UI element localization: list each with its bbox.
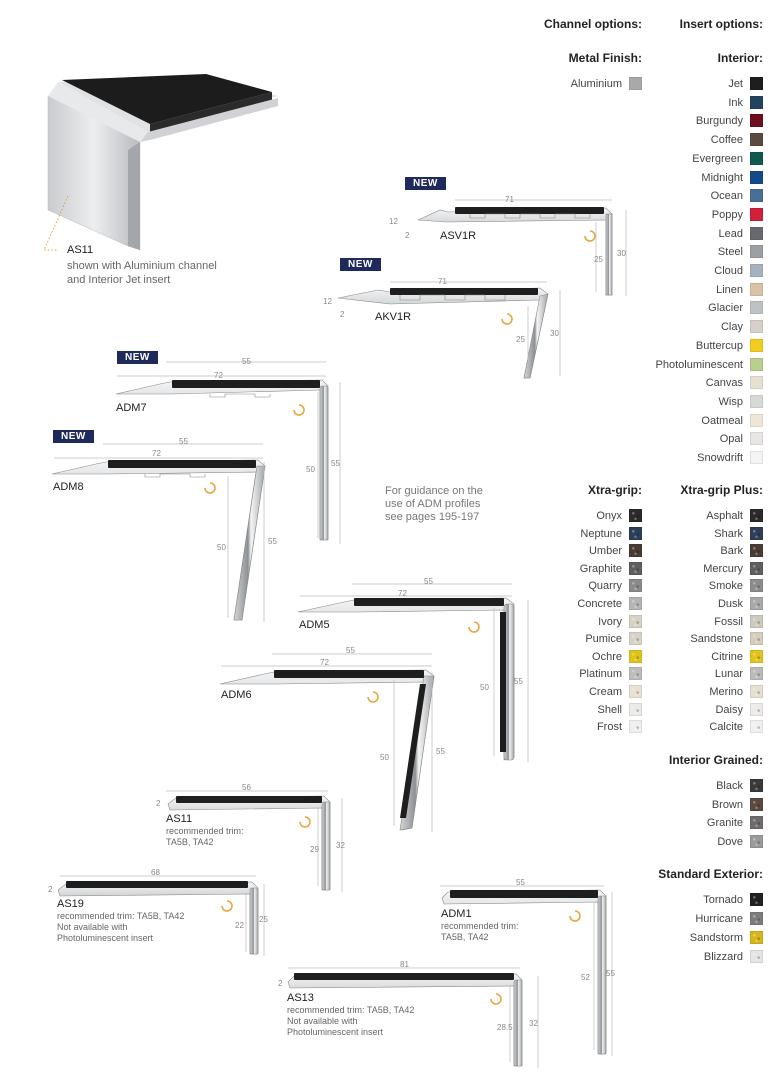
swatch-label: Quarry [588, 580, 622, 593]
channel-options-heading: Channel options: [544, 17, 642, 31]
swatch-label: Black [716, 780, 743, 792]
swatch-label: Shell [597, 703, 622, 716]
as11-width: 56 [242, 783, 251, 792]
swatch-label: Onyx [596, 510, 622, 522]
akv1r-label: AKV1R [375, 311, 412, 323]
new-badge-asv1r: NEW [405, 177, 446, 190]
asv1r-height: 12 [389, 217, 398, 226]
adm6-depth2: 55 [436, 747, 445, 756]
adm7-width2: 72 [214, 371, 223, 380]
swatch-label: Sandstone [690, 633, 743, 646]
swatch-label: Ocean [710, 190, 743, 203]
rotate-icon [300, 817, 310, 827]
swatch-label: Shark [714, 527, 743, 540]
rotate-icon [491, 994, 501, 1004]
swatch-label: Canvas [705, 377, 743, 390]
as11-label: AS11 [166, 813, 193, 825]
as19-label: AS19 [57, 898, 84, 910]
adm8-label: ADM8 [53, 481, 84, 493]
rotate-icon [294, 405, 304, 415]
swatch-label: Pumice [585, 633, 622, 646]
asv1r-nose: 2 [405, 231, 410, 240]
swatch-label: Glacier [708, 302, 743, 315]
as11-depth2: 32 [336, 841, 345, 850]
swatch-label: Aluminium [570, 78, 622, 90]
new-badge-adm8: NEW [53, 430, 94, 443]
akv1r-depth2: 30 [550, 329, 559, 338]
interior-heading: Interior: [717, 51, 763, 65]
akv1r-height: 12 [323, 297, 332, 306]
hero-caption: shown with Aluminium channel and Interior Jet insert [67, 260, 217, 286]
adm8-depth2: 55 [268, 537, 277, 546]
swatch-label: Steel [717, 246, 743, 259]
swatch-label: Brown [711, 798, 743, 811]
adm1-note: recommended trim: TA5B, TA42 [441, 921, 519, 942]
as13-depth1: 28.5 [497, 1023, 513, 1032]
adm5-depth2: 55 [514, 677, 523, 686]
as11-height: 2 [156, 799, 161, 808]
profile-akv1r [323, 277, 560, 378]
adm6-width1: 55 [346, 646, 355, 655]
swatch-label: Ink [728, 96, 743, 109]
adm1-width: 55 [516, 878, 525, 887]
adm7-label: ADM7 [116, 402, 147, 414]
as13-note: recommended trim: TA5B, TA42 Not available with Photoluminescent insert [287, 1005, 415, 1037]
swatch-label: Cream [588, 686, 622, 698]
rotate-icon [585, 231, 595, 241]
swatch-label: Sandstorm [689, 932, 743, 944]
asv1r-depth2: 30 [617, 249, 626, 258]
swatch-label: Platinum [579, 668, 622, 681]
adm-guidance-note: For guidance on the use of ADM profiles see pages 195-197 [385, 485, 483, 523]
hero-title: AS11 [67, 244, 94, 256]
swatch-label: Daisy [715, 703, 743, 716]
as11-note: recommended trim: TA5B, TA42 [166, 826, 244, 847]
xtra-grip-heading: Xtra-grip: [588, 483, 642, 497]
as19-depth2: 25 [259, 915, 268, 924]
profile-adm1 [440, 878, 615, 1056]
new-badge-adm7: NEW [117, 351, 158, 364]
swatch-label: Midnight [701, 171, 743, 184]
adm1-label: ADM1 [441, 908, 472, 920]
swatch-label: Oatmeal [701, 414, 743, 427]
akv1r-depth1: 25 [516, 335, 525, 344]
adm5-label: ADM5 [299, 619, 330, 631]
as11-depth1: 29 [310, 845, 319, 854]
swatch-label: Poppy [711, 208, 743, 221]
rotate-icon [502, 314, 512, 324]
adm7-depth2: 55 [331, 459, 340, 468]
swatch-label: Tornado [703, 894, 743, 906]
swatch-label: Concrete [577, 598, 622, 610]
adm6-width2: 72 [320, 658, 329, 667]
swatch-label: Frost [596, 721, 622, 734]
swatch-label: Opal [719, 433, 743, 446]
adm8-width1: 55 [179, 437, 188, 446]
interior-grained-heading: Interior Grained: [668, 753, 763, 767]
as13-depth2: 32 [529, 1019, 538, 1028]
swatch-label: Hurricane [695, 913, 743, 925]
swatch-label: Coffee [710, 134, 743, 147]
asv1r-depth1: 25 [594, 255, 603, 264]
insert-options-heading: Insert options: [679, 17, 763, 31]
standard-exterior-heading: Standard Exterior: [658, 867, 763, 881]
as13-height: 2 [278, 979, 283, 988]
as19-width: 68 [151, 868, 160, 877]
rotate-icon [570, 911, 580, 921]
swatch-label: Citrine [711, 650, 743, 663]
swatch-label: Dusk [717, 598, 743, 610]
swatch-label: Mercury [703, 562, 743, 575]
akv1r-nose: 2 [340, 310, 345, 319]
new-badge-akv1r: NEW [340, 258, 381, 271]
swatch-label: Umber [588, 545, 622, 558]
swatch-label: Ivory [598, 615, 622, 628]
as19-note: recommended trim: TA5B, TA42 Not available with Photoluminescent insert [57, 911, 185, 943]
as13-width: 81 [400, 960, 409, 969]
swatch-label: Photoluminescent [655, 358, 743, 371]
rotate-icon [469, 622, 479, 632]
as13-label: AS13 [287, 992, 314, 1004]
hero-as11-render [48, 74, 278, 250]
swatch-label: Merino [709, 686, 743, 698]
as19-height: 2 [48, 885, 53, 894]
swatch-label: Smoke [708, 580, 743, 593]
adm5-width2: 72 [398, 589, 407, 598]
swatch-label: Calcite [709, 721, 743, 734]
swatch-label: Buttercup [695, 339, 743, 352]
adm5-depth1: 50 [480, 683, 489, 692]
adm8-depth1: 50 [217, 543, 226, 552]
swatch-label: Lead [718, 227, 743, 240]
akv1r-width: 71 [438, 277, 447, 286]
swatch-label: Evergreen [692, 152, 743, 165]
swatch-label: Cloud [714, 265, 743, 277]
swatch-label: Blizzard [703, 951, 743, 963]
metal-finish-heading: Metal Finish: [568, 51, 642, 65]
swatch-label: Neptune [580, 527, 622, 540]
swatch-label: Burgundy [695, 115, 743, 128]
swatch-label: Ochre [592, 650, 622, 663]
swatch-label: Clay [720, 321, 743, 334]
swatch-label: Bark [720, 545, 743, 558]
adm6-depth1: 50 [380, 753, 389, 762]
as19-depth1: 22 [235, 921, 244, 930]
rotate-icon [368, 692, 378, 702]
profile-asv1r [389, 195, 626, 296]
adm7-depth1: 50 [306, 465, 315, 474]
swatch-label: Linen [716, 283, 743, 296]
swatch-label: Lunar [714, 668, 743, 681]
swatch-label: Dove [717, 836, 743, 849]
adm5-width1: 55 [424, 577, 433, 586]
xtra-grip-plus-heading: Xtra-grip Plus: [680, 483, 763, 497]
swatch-label: Snowdrift [697, 452, 743, 464]
swatch-label: Jet [728, 78, 743, 90]
swatch-label: Graphite [579, 562, 622, 575]
swatch-label: Granite [706, 817, 743, 830]
adm8-width2: 72 [152, 449, 161, 458]
adm7-width1: 55 [242, 357, 251, 366]
swatch-label: Fossil [714, 615, 743, 628]
profile-adm8 [52, 437, 277, 622]
adm6-label: ADM6 [221, 689, 252, 701]
asv1r-width: 71 [505, 195, 514, 204]
rotate-icon [222, 901, 232, 911]
adm1-depth1: 52 [581, 973, 590, 982]
swatch-label: Wisp [718, 395, 743, 408]
swatch-label: Asphalt [706, 510, 743, 522]
asv1r-label: ASV1R [440, 230, 477, 242]
rotate-icon [205, 483, 215, 493]
adm1-depth2: 55 [606, 969, 615, 978]
